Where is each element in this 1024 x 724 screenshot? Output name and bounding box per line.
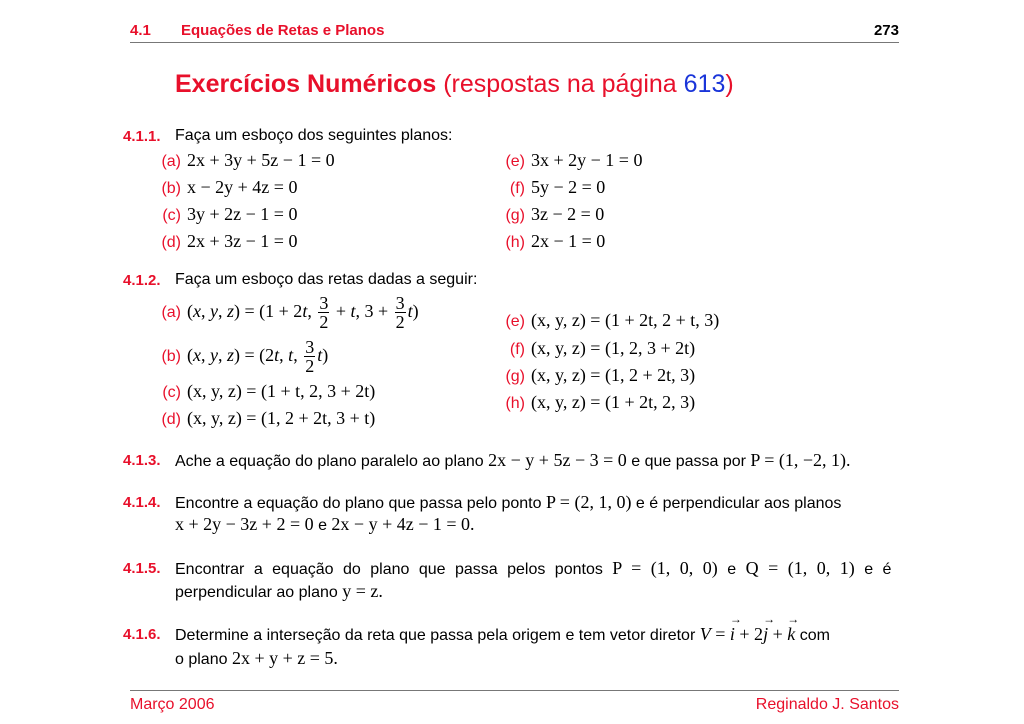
item-label: (b) xyxy=(161,180,181,197)
list-item xyxy=(495,365,695,386)
item-equation: 5y − 2 = 0 xyxy=(531,177,606,197)
title-paren-open: (respostas na página xyxy=(443,70,677,98)
footer-author: Reginaldo J. Santos xyxy=(755,696,899,713)
item-equation: (x, y, z) = (1, 2 + 2t, 3) xyxy=(531,365,696,385)
exercise-text-part: e que passa por xyxy=(631,453,746,470)
list-item xyxy=(151,408,375,429)
list-item xyxy=(495,204,604,225)
item-label: (f) xyxy=(509,180,525,197)
inline-equation: 2x − y + 4z − 1 = 0. xyxy=(331,514,475,534)
inline-equation: 2x − y + 5z − 3 = 0 xyxy=(488,450,627,470)
exercise-number: 4.1.5. xyxy=(123,560,161,577)
list-item xyxy=(151,177,297,198)
inline-equation: x + 2y − 3z + 2 = 0 xyxy=(175,514,314,534)
item-label: (g) xyxy=(505,368,525,385)
page-title xyxy=(175,70,734,99)
list-item xyxy=(151,381,375,402)
inline-equation: P = (2, 1, 0) xyxy=(545,492,632,512)
item-label: (f) xyxy=(509,341,525,358)
inline-equation: 2x + y + z = 5. xyxy=(231,648,338,668)
exercise-number: 4.1.3. xyxy=(123,452,161,469)
item-equation: 3y + 2z − 1 = 0 xyxy=(187,204,298,224)
item-equation: 3z − 2 = 0 xyxy=(531,204,605,224)
item-label: (b) xyxy=(161,347,181,365)
item-equation: x − 2y + 4z = 0 xyxy=(187,177,298,197)
list-item xyxy=(151,150,335,171)
exercise-number: 4.1.6. xyxy=(123,626,161,643)
item-equation: 3x + 2y − 1 = 0 xyxy=(531,150,643,170)
inline-equation: P = (1, 0, 0) xyxy=(612,558,718,578)
inline-equation: y = z. xyxy=(342,581,383,601)
item-equation: (x, y, z) = (1, 2 + 2t, 3 + t) xyxy=(187,408,376,428)
exercise-text xyxy=(175,581,383,602)
exercise-number: 4.1.4. xyxy=(123,494,161,511)
item-label: (h) xyxy=(505,234,525,251)
exercise-text-part: e xyxy=(318,517,327,534)
exercise-number: 4.1.1. xyxy=(123,128,161,145)
exercise-text xyxy=(175,450,851,471)
exercise-text xyxy=(175,492,899,513)
item-equation: (x, y, z) = (2t, t, $\frac{3}{2}$ t) xyxy=(187,337,329,376)
exercise-text xyxy=(175,514,475,535)
list-item xyxy=(495,338,695,359)
header-section-title: Equações de Retas e Planos xyxy=(181,22,385,39)
exercise-text: Faça um esboço das retas dadas a seguir: xyxy=(175,271,478,288)
list-item xyxy=(495,231,605,252)
title-bold: Exercícios Numéricos xyxy=(175,70,437,98)
exercise-number: 4.1.2. xyxy=(123,272,161,289)
inline-equation: V = → i + 2→ j + → k xyxy=(700,624,796,644)
item-label: (e) xyxy=(505,153,525,170)
exercise-text-part: Encontrar a equação do plano que passa pelos pontos xyxy=(175,561,603,578)
list-item xyxy=(495,310,719,331)
inline-equation: Q = (1, 0, 1) xyxy=(745,558,855,578)
item-label: (e) xyxy=(505,313,525,330)
title-paren-close: ) xyxy=(725,70,734,98)
inline-equation: P = (1, −2, 1). xyxy=(750,450,851,470)
exercise-text-part: e é xyxy=(864,561,892,578)
list-item xyxy=(151,231,297,252)
item-equation: (x, y, z) = (1 + 2t, 2 + t, 3) xyxy=(531,310,720,330)
item-equation: (x, y, z) = (1 + 2t, $\frac{3}{2}$ + t, 3 + $\frac{3}{2}$ t) xyxy=(187,293,419,332)
item-label: (d) xyxy=(161,234,181,251)
item-equation: 2x + 3z − 1 = 0 xyxy=(187,231,298,251)
item-equation: 2x + 3y + 5z − 1 = 0 xyxy=(187,150,335,170)
list-item xyxy=(495,150,642,171)
item-label: (g) xyxy=(505,207,525,224)
exercise-text xyxy=(175,558,891,579)
item-equation: (x, y, z) = (1 + t, 2, 3 + 2t) xyxy=(187,381,376,401)
item-label: (a) xyxy=(161,153,181,170)
item-label: (c) xyxy=(162,384,181,401)
title-page-link[interactable]: 613 xyxy=(683,70,726,98)
item-label: (d) xyxy=(161,411,181,428)
item-label: (c) xyxy=(162,207,181,224)
footer-date: Março 2006 xyxy=(130,696,215,713)
exercise-text: Faça um esboço dos seguintes planos: xyxy=(175,127,453,144)
exercise-text xyxy=(175,648,338,669)
exercise-text-part: e é perpendicular aos planos xyxy=(635,495,842,512)
footer-rule xyxy=(130,690,899,691)
header-page-number: 273 xyxy=(873,22,899,39)
exercise-text-part: perpendicular ao plano xyxy=(175,584,338,601)
header-rule xyxy=(130,42,899,43)
header-section-number: 4.1 xyxy=(130,22,151,39)
running-header xyxy=(130,22,899,42)
list-item xyxy=(151,294,419,331)
exercise-text-part: Ache a equação do plano paralelo ao plano xyxy=(175,453,484,470)
item-label: (a) xyxy=(161,303,181,321)
exercise-text-part: e xyxy=(727,561,737,578)
list-item xyxy=(151,338,328,375)
item-equation: (x, y, z) = (1, 2, 3 + 2t) xyxy=(531,338,696,358)
item-label: (h) xyxy=(505,395,525,412)
exercise-text-part: o plano xyxy=(175,651,228,668)
list-item xyxy=(151,204,297,225)
exercise-text xyxy=(175,624,830,645)
exercise-text-part: Encontre a equação do plano que passa pelo ponto xyxy=(175,495,542,512)
list-item xyxy=(495,177,605,198)
list-item xyxy=(495,392,695,413)
exercise-text-part: com xyxy=(799,627,830,644)
item-equation: 2x − 1 = 0 xyxy=(531,231,606,251)
item-equation: (x, y, z) = (1 + 2t, 2, 3) xyxy=(531,392,696,412)
exercise-text-part: Determine a interseção da reta que passa pela origem e tem vetor diretor xyxy=(175,627,696,644)
